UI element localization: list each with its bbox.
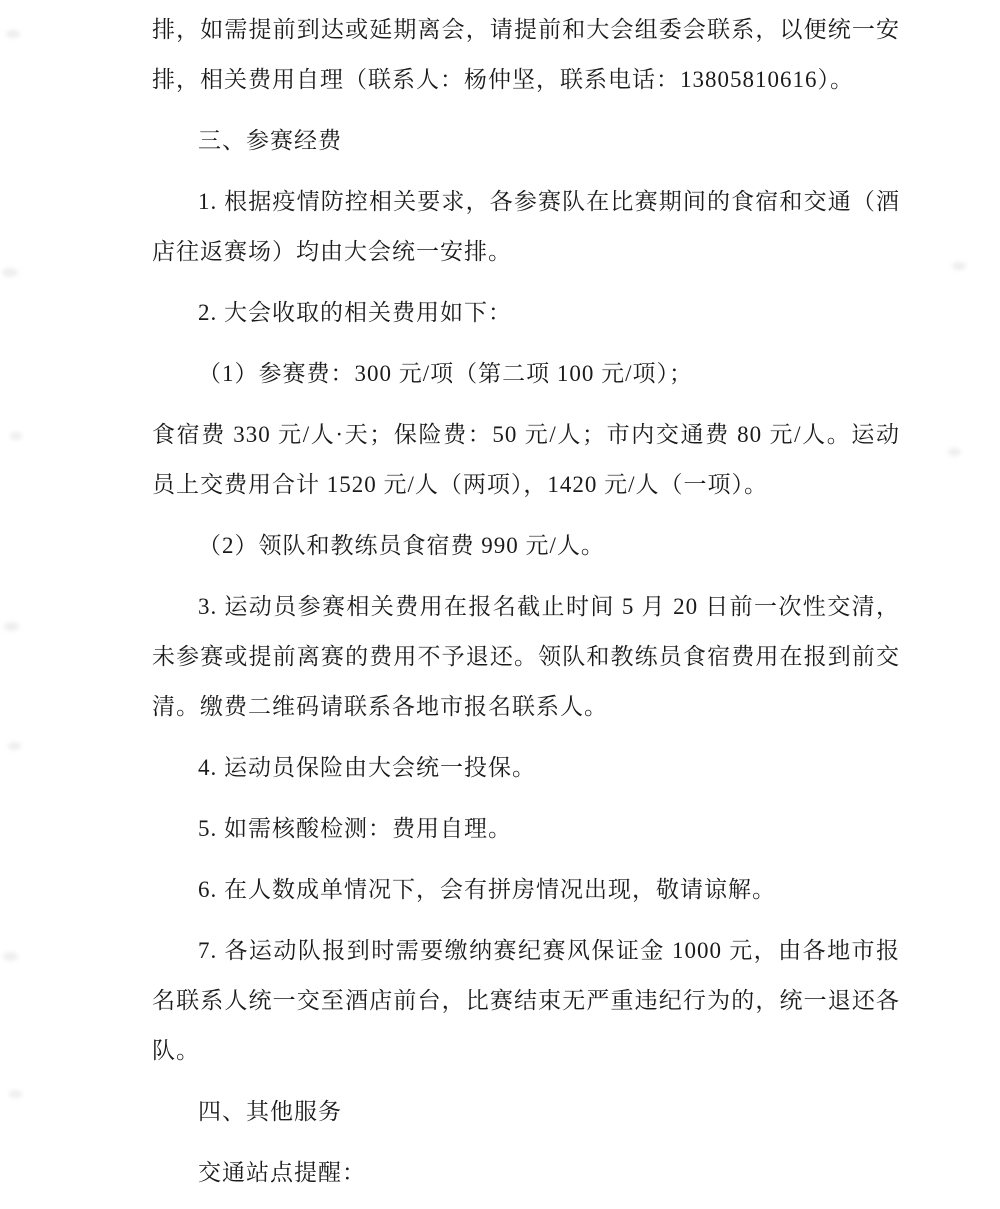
scan-artifact [4,622,19,631]
scan-artifact [6,30,20,38]
paragraph-transport-stop-reminder: 交通站点提醒： [198,1160,366,1185]
scan-artifact [9,1090,22,1098]
paragraph-fees-item-4: 4. 运动员保险由大会统一投保。 [198,755,536,780]
heading-section-3-fees: 三、参赛经费 [198,128,342,153]
paragraph-fees-item-2-sub-2: （2）领队和教练员食宿费 990 元/人。 [198,533,605,558]
scan-artifact [952,262,966,270]
paragraph-fees-item-2: 2. 大会收取的相关费用如下： [198,300,512,325]
paragraph-fees-item-7: 7. 各运动队报到时需要缴纳赛纪赛风保证金 1000 元，由各地市报名联系人统一交至酒店前台，比赛结束无严重违纪行为的，统一退还各队。 [152,938,900,1063]
scan-artifact [8,742,21,750]
paragraph-fees-item-3: 3. 运动员参赛相关费用在报名截止时间 5 月 20 日前一次性交清，未参赛或提前离赛的费用不予退还。领队和教练员食宿费用在报到前交清。缴费二维码请联系各地市报名联系人。 [152,594,900,719]
paragraph-fees-item-2-sub-1-continued: 食宿费 330 元/人·天；保险费：50 元/人；市内交通费 80 元/人。运动员上交费用合计 1520 元/人（两项），1420 元/人（一项）。 [152,422,900,497]
scan-artifact [3,952,18,961]
paragraph-fees-item-6: 6. 在人数成单情况下，会有拼房情况出现，敬请谅解。 [198,877,776,902]
scan-artifact [948,448,961,456]
scan-artifact [10,432,22,440]
paragraph-fees-item-1: 1. 根据疫情防控相关要求，各参赛队在比赛期间的食宿和交通（酒店往返赛场）均由大会统一安排。 [152,189,900,264]
document-page [152,5,900,1209]
scan-artifact [2,268,18,277]
heading-section-4-other-services: 四、其他服务 [198,1099,342,1124]
paragraph-arrival-arrangement-continuation: 排，如需提前到达或延期离会，请提前和大会组委会联系，以便统一安排，相关费用自理（联系人：杨仲坚，联系电话：13805810616）。 [152,17,900,92]
paragraph-fees-item-5: 5. 如需核酸检测：费用自理。 [198,816,512,841]
paragraph-fees-item-2-sub-1: （1）参赛费：300 元/项（第二项 100 元/项）； [198,361,694,386]
